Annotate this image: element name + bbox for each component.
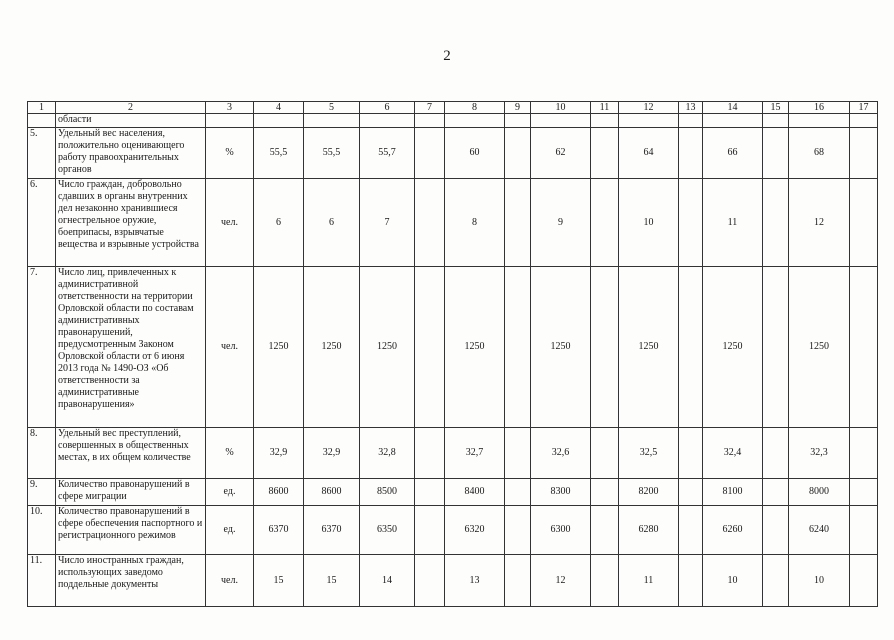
- row-number: 11.: [28, 555, 56, 607]
- header-cell: 9: [505, 102, 531, 114]
- value-cell: 6240: [789, 506, 850, 555]
- value-cell: 8500: [360, 479, 415, 506]
- table-row: [28, 479, 878, 506]
- value-cell: 32,7: [445, 428, 505, 479]
- value-cell: 6370: [304, 506, 360, 555]
- header-cell: 16: [789, 102, 850, 114]
- value-cell: 8300: [531, 479, 591, 506]
- value-cell: 32,3: [789, 428, 850, 479]
- row-unit: ед.: [206, 506, 254, 555]
- continuation-row: [28, 114, 878, 128]
- page-number: 2: [443, 48, 451, 64]
- header-cell: 2: [56, 102, 206, 114]
- value-cell: 6: [304, 179, 360, 267]
- value-cell: 8000: [789, 479, 850, 506]
- value-cell: 8400: [445, 479, 505, 506]
- value-cell: 60: [445, 128, 505, 179]
- row-description: Число граждан, добровольно сдавших в органы внутренних дел незаконно хранившиеся огнестрельное оружие, боеприпасы, взрывчатые вещества и взрывные устройства: [56, 179, 206, 267]
- row-unit: ед.: [206, 479, 254, 506]
- value-cell: 12: [531, 555, 591, 607]
- value-cell: 32,8: [360, 428, 415, 479]
- row-number: 8.: [28, 428, 56, 479]
- value-cell: 8600: [304, 479, 360, 506]
- row-number: 9.: [28, 479, 56, 506]
- value-cell: 7: [360, 179, 415, 267]
- value-cell: 8100: [703, 479, 763, 506]
- value-cell: 55,7: [360, 128, 415, 179]
- row-number: 7.: [28, 267, 56, 428]
- header-cell: 3: [206, 102, 254, 114]
- header-cell: 14: [703, 102, 763, 114]
- value-cell: 11: [703, 179, 763, 267]
- value-cell: 1250: [531, 267, 591, 428]
- header-cell: 4: [254, 102, 304, 114]
- row-description: Число иностранных граждан, использующих заведомо поддельные документы: [56, 555, 206, 607]
- header-cell: 13: [679, 102, 703, 114]
- header-cell: 8: [445, 102, 505, 114]
- value-cell: 32,4: [703, 428, 763, 479]
- value-cell: 1250: [304, 267, 360, 428]
- row-description: Количество правонарушений в сфере обеспечения паспортного и регистрационного режимов: [56, 506, 206, 555]
- table-row: [28, 506, 878, 555]
- row-unit: %: [206, 128, 254, 179]
- value-cell: 32,9: [254, 428, 304, 479]
- value-cell: 13: [445, 555, 505, 607]
- row-number: 10.: [28, 506, 56, 555]
- value-cell: 10: [619, 179, 679, 267]
- row-unit: чел.: [206, 555, 254, 607]
- header-cell: 6: [360, 102, 415, 114]
- value-cell: 12: [789, 179, 850, 267]
- value-cell: 8: [445, 179, 505, 267]
- value-cell: 8200: [619, 479, 679, 506]
- value-cell: 32,6: [531, 428, 591, 479]
- header-cell: 10: [531, 102, 591, 114]
- value-cell: 6: [254, 179, 304, 267]
- value-cell: 1250: [703, 267, 763, 428]
- row-unit: чел.: [206, 267, 254, 428]
- header-cell: 5: [304, 102, 360, 114]
- value-cell: 15: [254, 555, 304, 607]
- row-description: Удельный вес преступлений, совершенных в общественных местах, в их общем количестве: [56, 428, 206, 479]
- value-cell: 1250: [445, 267, 505, 428]
- value-cell: 32,5: [619, 428, 679, 479]
- row-number: 6.: [28, 179, 56, 267]
- indicators-table: [27, 101, 878, 607]
- value-cell: 55,5: [254, 128, 304, 179]
- row-number: 5.: [28, 128, 56, 179]
- value-cell: 15: [304, 555, 360, 607]
- value-cell: 1250: [789, 267, 850, 428]
- row-description: Количество правонарушений в сфере миграции: [56, 479, 206, 506]
- table-row: [28, 267, 878, 428]
- value-cell: 66: [703, 128, 763, 179]
- header-cell: 17: [850, 102, 878, 114]
- value-cell: 6260: [703, 506, 763, 555]
- row-unit: %: [206, 428, 254, 479]
- value-cell: 6370: [254, 506, 304, 555]
- value-cell: 68: [789, 128, 850, 179]
- value-cell: 1250: [360, 267, 415, 428]
- header-cell: 15: [763, 102, 789, 114]
- value-cell: 9: [531, 179, 591, 267]
- table-row: [28, 179, 878, 267]
- value-cell: 62: [531, 128, 591, 179]
- header-cell: 7: [415, 102, 445, 114]
- value-cell: 6320: [445, 506, 505, 555]
- table-row: [28, 428, 878, 479]
- value-cell: 10: [789, 555, 850, 607]
- value-cell: 64: [619, 128, 679, 179]
- header-cell: 11: [591, 102, 619, 114]
- value-cell: 6300: [531, 506, 591, 555]
- column-numbers-row: [28, 102, 878, 114]
- row-description: Число лиц, привлеченных к административной ответственности на территории Орловской области по составам административных правонарушений, предусмотренным Законом Орловской области от 6 июня 2013 года № 1490-ОЗ «Об ответственности за административные правонарушения»: [56, 267, 206, 428]
- header-cell: 1: [28, 102, 56, 114]
- value-cell: 6280: [619, 506, 679, 555]
- value-cell: 8600: [254, 479, 304, 506]
- value-cell: 11: [619, 555, 679, 607]
- value-cell: 1250: [619, 267, 679, 428]
- value-cell: 55,5: [304, 128, 360, 179]
- header-cell: 12: [619, 102, 679, 114]
- value-cell: 10: [703, 555, 763, 607]
- row-unit: чел.: [206, 179, 254, 267]
- continuation-text: области: [56, 114, 206, 128]
- value-cell: 32,9: [304, 428, 360, 479]
- value-cell: 14: [360, 555, 415, 607]
- table-row: [28, 128, 878, 179]
- table-row: [28, 555, 878, 607]
- value-cell: 1250: [254, 267, 304, 428]
- row-description: Удельный вес населения, положительно оценивающего работу правоохранительных органов: [56, 128, 206, 179]
- value-cell: 6350: [360, 506, 415, 555]
